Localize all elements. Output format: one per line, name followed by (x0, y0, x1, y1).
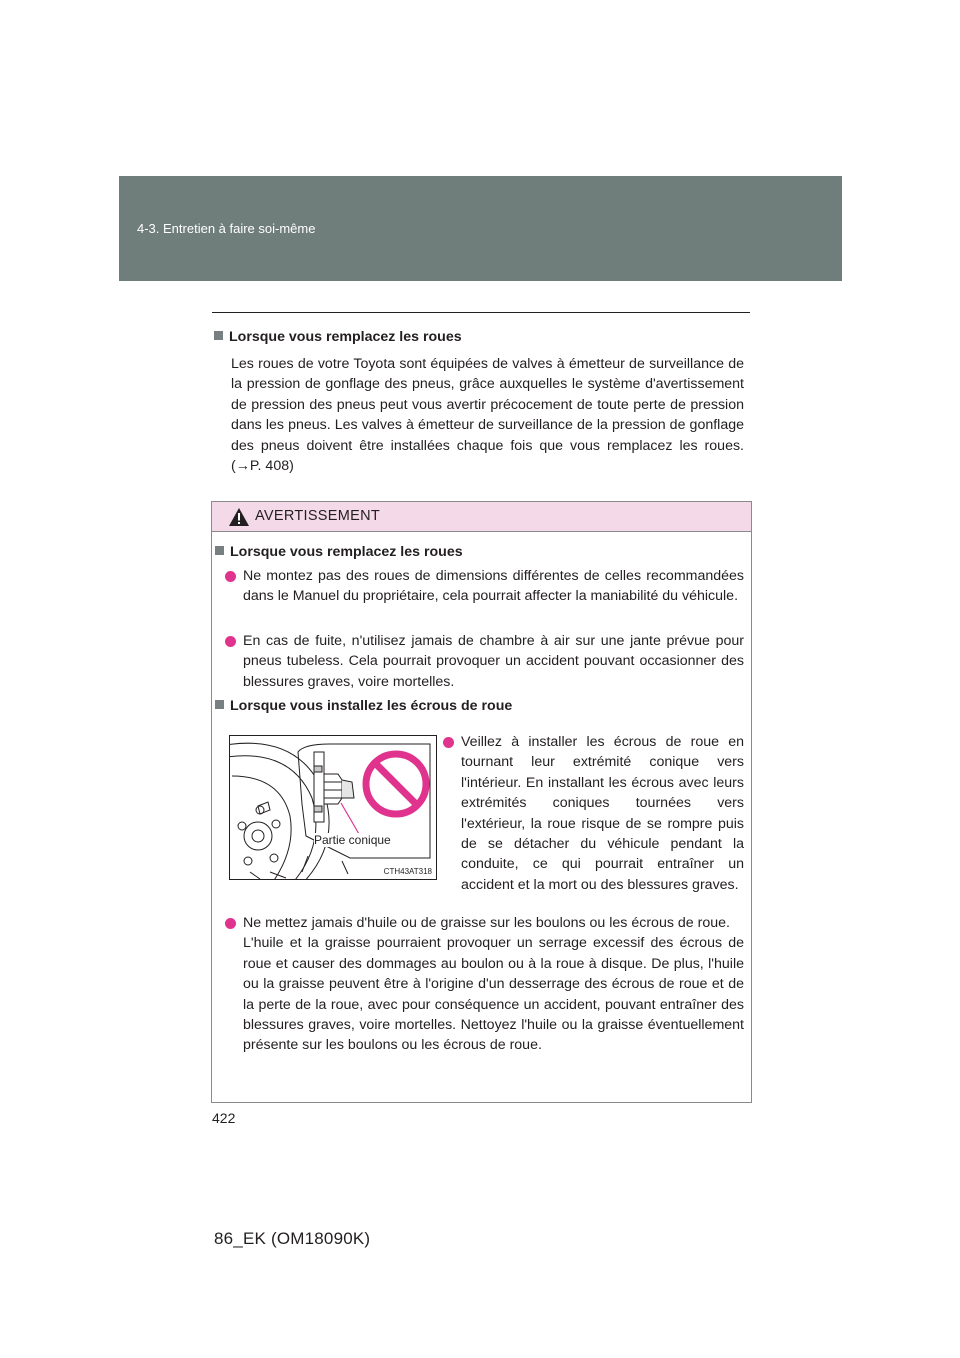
prohibited-icon (366, 754, 426, 814)
bullet-dot-icon (225, 918, 236, 929)
bullet-dot-icon (225, 636, 236, 647)
list-item: Veillez à installer les écrous de roue en tournant leur extrémité conique vers l'intérieur. En installant les écrous avec leurs extrémités coniques tournées vers l'extérieur, la roue risque de se rompre puis de se détacher du véhicule pendant la conduite, ce qui pourrait entraîner un accident et la mort ou des blessures graves. (446, 732, 744, 895)
figure-code: CTH43AT318 (383, 867, 432, 876)
intro-heading: Lorsque vous remplacez les roues (214, 326, 744, 348)
warning-box (211, 501, 752, 1103)
warning-triangle-icon (228, 507, 250, 527)
intro-block (214, 326, 744, 476)
intro-paragraph: Les roues de votre Toyota sont équipées de valves à émetteur de surveillance de la pression de gonflage des pneus, grâce auxquelles le système d'avertissement de pression des pneus peut vous avertir précocement de toute perte de pression dans les pneus. Les valves à émetteur de surveillance de la pression de gonflage des pneus doivent être installées chaque fois que vous remplacez les roues. (→P. 408) (231, 356, 744, 475)
square-bullet-icon (215, 546, 224, 555)
square-bullet-icon (214, 331, 223, 340)
warning-section2-heading: Lorsque vous installez les écrous de roue (215, 696, 512, 716)
page-number: 422 (212, 1110, 236, 1126)
wheel-nut-illustration (229, 735, 437, 880)
list-item: Ne mettez jamais d'huile ou de graisse sur les boulons ou les écrous de roue. L'huile et la graisse pourraient provoquer un serrage excessif des écrous de roue et causer des dommages au boulon ou à la roue à disque. De plus, l'huile ou la graisse peuvent être à l'origine d'un desserrage des écrous de roue et de la perte de la roue, avec pour conséquence un accident, pouvant entraîner des blessures graves, voire mortelles. Nettoyez l'huile ou la graisse éventuellement présente sur les boulons ou les écrous de roue. (228, 913, 744, 1056)
warning-header (212, 502, 751, 532)
bullet-dot-icon (225, 571, 236, 582)
list-item: Ne montez pas des roues de dimensions différentes de celles recommandées dans le Manuel du propriétaire, cela pourrait affecter la maniabilité du véhicule. (228, 566, 744, 607)
figure-label: Partie conique (314, 833, 391, 847)
warning-section1-heading: Lorsque vous remplacez les roues (215, 542, 463, 562)
section-title: 4-3. Entretien à faire soi-même (137, 221, 316, 236)
list-item: En cas de fuite, n'utilisez jamais de chambre à air sur une jante prévue pour pneus tubeless. Cela pourrait provoquer un accident pouvant occasionner des blessures graves, voire mortelles. (228, 631, 744, 692)
wheel-nut-drawing (230, 736, 436, 879)
square-bullet-icon (215, 700, 224, 709)
top-divider (212, 312, 750, 313)
chapter-header-bar (119, 176, 842, 281)
bullet-dot-icon (443, 737, 454, 748)
document-id: 86_EK (OM18090K) (214, 1229, 371, 1248)
warning-title: AVERTISSEMENT (255, 508, 381, 524)
